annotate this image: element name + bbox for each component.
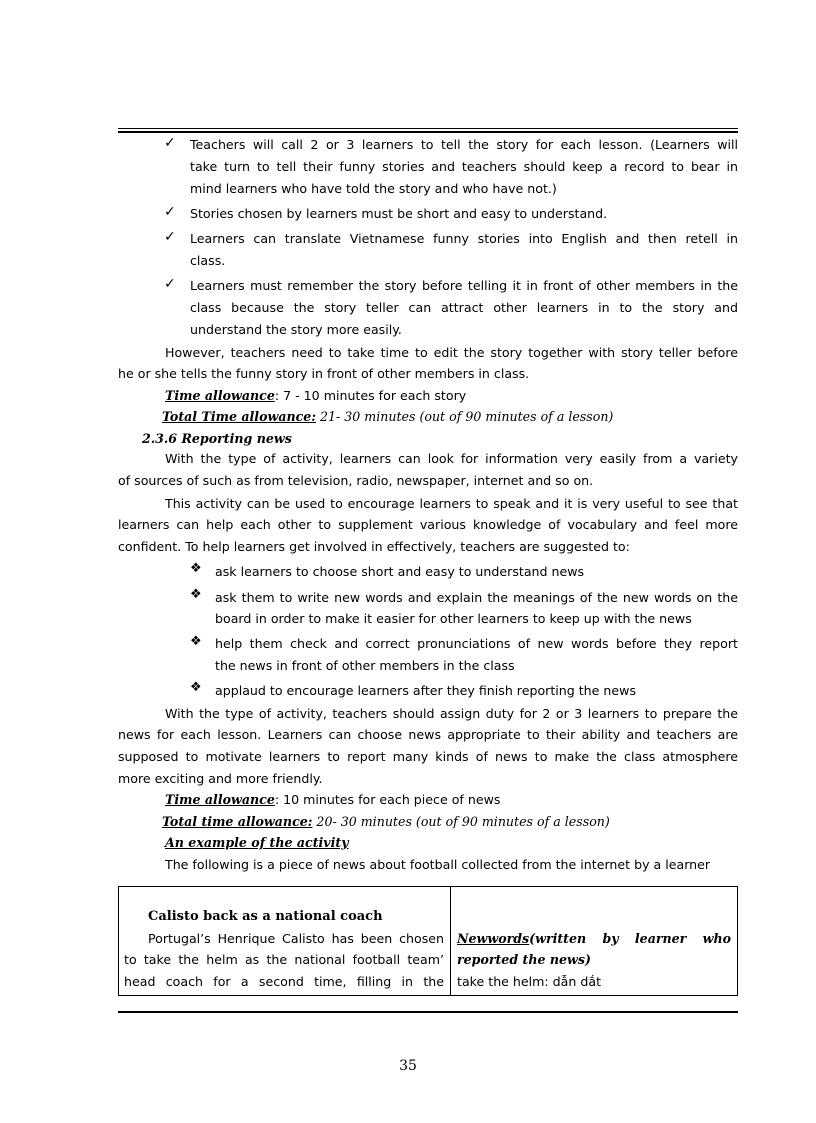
checkmark-icon: ✓ bbox=[164, 204, 176, 220]
footer-rule bbox=[118, 1011, 738, 1013]
suggestion-line: help them check and correct pronunciations of new words before they report bbox=[215, 636, 738, 651]
total-allowance-label: Total Time allowance: bbox=[162, 409, 316, 424]
check-item-line: mind learners who have told the story and who have not.) bbox=[190, 181, 557, 196]
check-item-line: understand the story more easily. bbox=[190, 322, 402, 337]
total-time-allowance bbox=[162, 811, 610, 833]
paragraph-line: However, teachers need to take time to edit the story together with story teller before bbox=[165, 345, 738, 360]
suggestion-line: ask them to write new words and explain the meanings of the new words on the bbox=[215, 590, 738, 605]
paragraph-line: This activity can be used to encourage learners to speak and it is very useful to see that bbox=[165, 496, 738, 511]
time-allowance-value: : 10 minutes for each piece of news bbox=[274, 792, 501, 807]
diamond-bullet-icon: ❖ bbox=[190, 680, 202, 695]
suggestion-line: the news in front of other members in the class bbox=[215, 658, 515, 673]
time-allowance-value: : 7 - 10 minutes for each story bbox=[274, 388, 467, 403]
news-line: to take the helm as the national football team’ bbox=[124, 952, 444, 967]
check-item-line: Learners must remember the story before telling it in front of other members in the bbox=[190, 278, 738, 293]
header-rule bbox=[118, 128, 738, 129]
newwords-header-line2: reported the news) bbox=[457, 952, 591, 967]
newwords-header bbox=[457, 928, 731, 950]
check-item-line: Stories chosen by learners must be short and easy to understand. bbox=[190, 206, 608, 221]
checkmark-icon: ✓ bbox=[164, 229, 176, 245]
time-allowance bbox=[165, 385, 466, 407]
checkmark-icon: ✓ bbox=[164, 135, 176, 151]
paragraph-line: With the type of activity, learners can look for information very easily from a variety bbox=[165, 451, 738, 466]
vocab-entry: take the helm: dẫn dắt bbox=[457, 974, 602, 989]
check-item-line: Learners can translate Vietnamese funny stories into English and then retell in bbox=[190, 231, 738, 246]
check-item-line: take turn to tell their funny stories and teachers should keep a record to bear in bbox=[190, 159, 738, 174]
news-line: head coach for a second time, filling in the bbox=[124, 974, 444, 989]
example-table-divider bbox=[450, 886, 451, 996]
suggestion-line: ask learners to choose short and easy to understand news bbox=[215, 564, 585, 579]
paragraph-line: learners can help each other to supplement various knowledge of vocabulary and feel more bbox=[118, 517, 738, 532]
paragraph-line: more exciting and more friendly. bbox=[118, 771, 323, 786]
section-heading: 2.3.6 Reporting news bbox=[142, 431, 292, 446]
check-item-line: class. bbox=[190, 253, 226, 268]
newwords-label: Newwords bbox=[457, 931, 530, 946]
paragraph-line: news for each lesson. Learners can choose news appropriate to their ability and teachers are bbox=[118, 727, 738, 742]
example-intro: The following is a piece of news about football collected from the internet by a learner bbox=[165, 857, 711, 872]
paragraph-line: With the type of activity, teachers should assign duty for 2 or 3 learners to prepare the bbox=[165, 706, 738, 721]
total-allowance-value: 21- 30 minutes (out of 90 minutes of a lesson) bbox=[315, 409, 614, 424]
diamond-bullet-icon: ❖ bbox=[190, 587, 202, 602]
suggestion-line: applaud to encourage learners after they finish reporting the news bbox=[215, 683, 637, 698]
total-time-allowance bbox=[162, 406, 613, 428]
news-line: Portugal’s Henrique Calisto has been chosen bbox=[148, 931, 444, 946]
check-item-line: Teachers will call 2 or 3 learners to tell the story for each lesson. (Learners will bbox=[190, 137, 738, 152]
paragraph-line: supposed to motivate learners to report many kinds of news to make the class atmosphere bbox=[118, 749, 738, 764]
time-allowance-label: Time allowance bbox=[165, 388, 275, 403]
diamond-bullet-icon: ❖ bbox=[190, 634, 202, 649]
header-rule-thick bbox=[118, 131, 738, 133]
suggestion-line: board in order to make it easier for other learners to keep up with the news bbox=[215, 611, 692, 626]
newwords-header-rest: (written by learner who bbox=[529, 931, 731, 946]
time-allowance bbox=[165, 789, 500, 811]
paragraph-line: of sources of such as from television, radio, newspaper, internet and so on. bbox=[118, 473, 594, 488]
time-allowance-label: Time allowance bbox=[165, 792, 275, 807]
check-item-line: class because the story teller can attract other learners in to the story and bbox=[190, 300, 738, 315]
example-heading: An example of the activity bbox=[165, 835, 349, 850]
diamond-bullet-icon: ❖ bbox=[190, 561, 202, 576]
news-title: Calisto back as a national coach bbox=[148, 909, 383, 924]
total-allowance-label: Total time allowance: bbox=[162, 814, 313, 829]
total-allowance-value: 20- 30 minutes (out of 90 minutes of a lesson) bbox=[312, 814, 610, 829]
page-number: 35 bbox=[399, 1058, 417, 1074]
checkmark-icon: ✓ bbox=[164, 276, 176, 292]
paragraph-line: he or she tells the funny story in front of other members in class. bbox=[118, 366, 530, 381]
paragraph-line: confident. To help learners get involved in effectively, teachers are suggested to: bbox=[118, 539, 630, 554]
